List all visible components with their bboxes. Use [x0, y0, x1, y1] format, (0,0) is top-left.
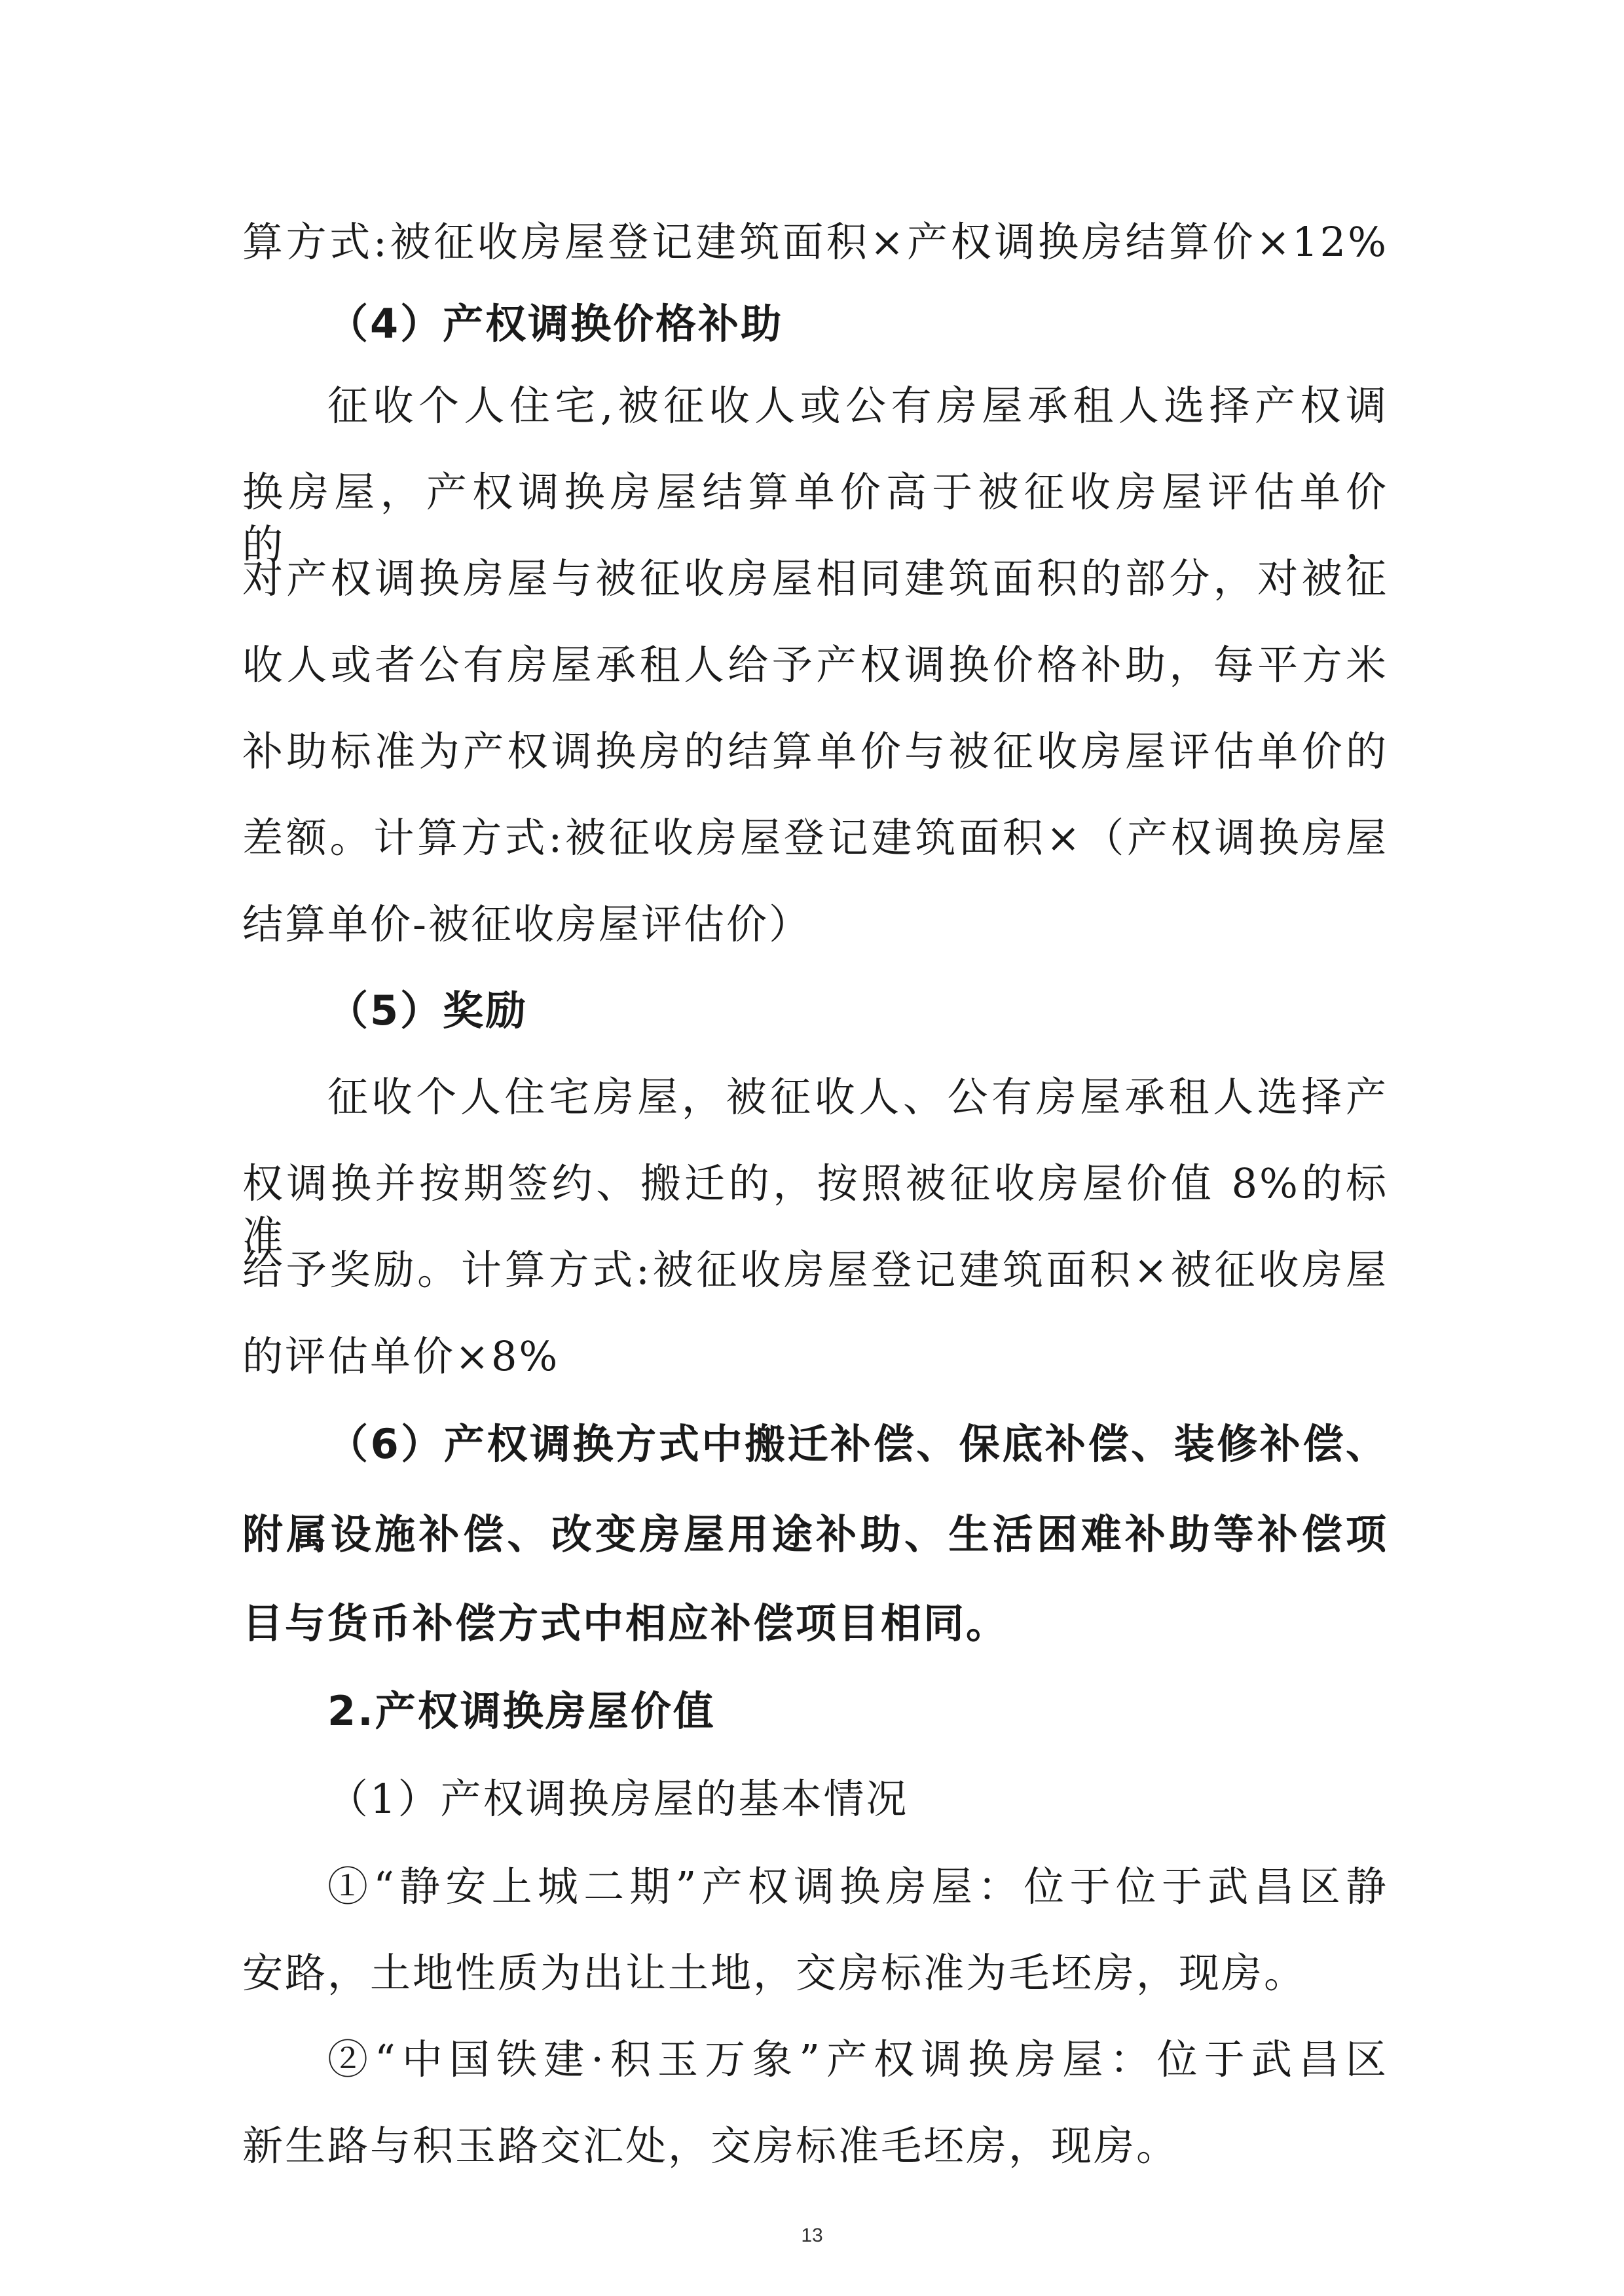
paragraph-line: 征收个人住宅房屋，被征收人、公有房屋承租人选择产 — [327, 1073, 1388, 1121]
subsection-heading: （1）产权调换房屋的基本情况 — [327, 1775, 909, 1823]
section-heading: 2.产权调换房屋价值 — [327, 1687, 716, 1735]
bold-paragraph-line: （6）产权调换方式中搬迁补偿、保底补偿、装修补偿、 — [327, 1420, 1388, 1468]
paragraph-line: 给予奖励。计算方式:被征收房屋登记建筑面积×被征收房屋 — [242, 1246, 1388, 1294]
section-heading: （5）奖励 — [327, 987, 528, 1034]
paragraph-line: 算方式:被征收房屋登记建筑面积×产权调换房结算价×12% — [242, 218, 1388, 266]
paragraph-line: 换房屋，产权调换房屋结算单价高于被征收房屋评估单价的， — [242, 468, 1388, 568]
bold-paragraph-line: 目与货币补偿方式中相应补偿项目相同。 — [242, 1599, 1009, 1647]
paragraph-line: 收人或者公有房屋承租人给予产权调换价格补助，每平方米 — [242, 641, 1388, 689]
paragraph-line: 补助标准为产权调换房的结算单价与被征收房屋评估单价的 — [242, 727, 1388, 775]
paragraph-line: 新生路与积玉路交汇处，交房标准毛坯房，现房。 — [242, 2122, 1179, 2170]
paragraph-line: 结算单价-被征收房屋评估价） — [242, 900, 811, 948]
section-heading: （4）产权调换价格补助 — [327, 300, 784, 348]
paragraph-line: ①“静安上城二期”产权调换房屋：位于位于武昌区静 — [327, 1863, 1388, 1910]
paragraph-line: 征收个人住宅,被征收人或公有房屋承租人选择产权调 — [327, 382, 1388, 429]
paragraph-line: 差额。计算方式:被征收房屋登记建筑面积×（产权调换房屋 — [242, 814, 1388, 862]
paragraph-line: ②“中国铁建·积玉万象”产权调换房屋：位于武昌区 — [327, 2035, 1388, 2083]
bold-paragraph-line: 附属设施补偿、改变房屋用途补助、生活困难补助等补偿项 — [242, 1510, 1388, 1558]
paragraph-line: 安路，土地性质为出让土地，交房标准为毛坯房，现房。 — [242, 1949, 1307, 1997]
page-number: 13 — [801, 2225, 823, 2246]
paragraph-line: 对产权调换房屋与被征收房屋相同建筑面积的部分，对被征 — [242, 555, 1388, 602]
paragraph-line: 权调换并按期签约、搬迁的，按照被征收房屋价值 8%的标准 — [242, 1159, 1388, 1260]
paragraph-line: 的评估单价×8% — [242, 1332, 560, 1380]
